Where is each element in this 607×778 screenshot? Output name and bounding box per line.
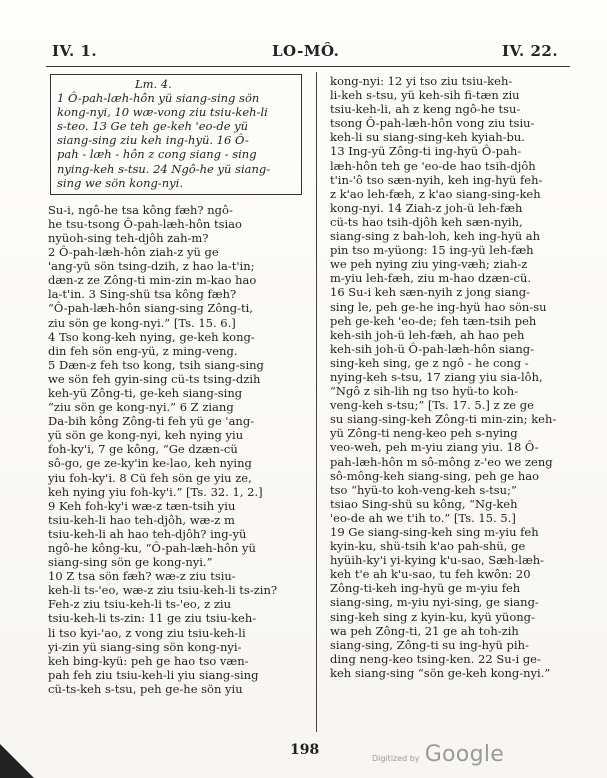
text-line: tso “hyü-to koh-veng-keh s-tsu;”: [330, 482, 517, 497]
text-line: 4 Tso kong-keh nying, ge-keh kong-: [48, 329, 255, 344]
summary-lines: [57, 91, 295, 190]
page-corner-fold: [0, 744, 34, 778]
left-text-block: [48, 203, 304, 696]
text-line: “ziu sön ge kong-nyi.” 6 Z ziang: [48, 400, 234, 415]
text-line: keh-li su siang-sing-keh kyiah-bu.: [330, 130, 525, 145]
text-line: keh nying yiu foh-ky'i.” [Ts. 32. 1, 2.]: [48, 484, 263, 499]
text-line: yü sön ge kong-nyi, keh nying yiu: [48, 428, 244, 443]
text-line: siang-sing, Zông-ti su ing-hyü pih-: [330, 637, 529, 652]
text-line: we sön feh gyin-sing cü-ts tsing-dzih: [48, 371, 261, 386]
text-line: 19 Ge siang-sing-keh sing m-yiu feh: [330, 525, 539, 539]
text-line: keh t'e ah k'u-sao, tu feh kwôn: 20: [330, 567, 531, 582]
text-line: tsiao Sing-shü su kông, “Ng-keh: [330, 496, 518, 511]
text-line: cü-ts hao tsih-djôh keh sæn-nyih,: [330, 214, 523, 229]
text-line: t'in-'ô tso sæn-nyih, keh ing-hyü feh-: [330, 172, 543, 187]
text-line: he tsu-tsong Ô-pah-læh-hôn tsiao: [48, 216, 242, 231]
right-column: [330, 74, 582, 680]
text-line: kong-nyi: 12 yi tso ziu tsiu-keh-: [330, 74, 513, 88]
text-line: keh siang-sing “sön ge-keh kong-nyi.”: [330, 665, 551, 680]
text-line: nying-keh s-tsu. 24 Ngô-he yü siang-: [57, 161, 271, 176]
text-line: veng-keh s-tsu;” [Ts. 17. 5.] z ze ge: [330, 398, 534, 413]
text-line: tsong Ô-pah-læh-hôn vong ziu tsiu-: [330, 116, 535, 131]
text-line: “Ngô z sih-lih ng tso hyü-to koh-: [330, 384, 518, 399]
text-line: su siang-sing-keh Zông-ti min-zin; keh-: [330, 412, 557, 427]
text-line: 9 Keh foh-ky'i wæ-z tæn-tsih yiu: [48, 498, 236, 513]
google-logo: Google: [424, 742, 505, 767]
text-line: li-keh s-tsu, yü keh-sih fi-tæn ziu: [330, 88, 520, 103]
text-line: sô-go, ge ze-ky'in ke-lao, keh nying: [48, 456, 252, 471]
text-line: 5 Dæn-z feh tso kong, tsih siang-sing: [48, 357, 264, 372]
text-line: Su-i, ngô-he tsa kông fæh? ngô-: [48, 202, 233, 217]
text-line: keh bing-kyü: peh ge hao tso væn-: [48, 653, 249, 668]
text-line: keh-sih joh-ü leh-fæh, ah hao peh: [330, 327, 525, 342]
text-line: ding neng-keo tsing-ken. 22 Su-i ge-: [330, 651, 541, 666]
text-line: 2 Ô-pah-læh-hôn ziah-z yü ge: [48, 245, 219, 260]
text-line: m-yiu leh-fæh, ziu m-hao dzæn-cü.: [330, 271, 532, 286]
text-line: Da-bih kông Zông-ti feh yü ge 'ang-: [48, 414, 255, 429]
header-chapter-right: IV. 22.: [502, 42, 559, 60]
text-line: cü-ts-keh s-tsu, peh ge-he sön yiu: [48, 681, 243, 696]
text-line: yi-zin yü siang-sing sön kong-nyi-: [48, 639, 242, 654]
text-line: pah feh ziu tsiu-keh-li yiu siang-sing: [48, 667, 259, 682]
text-line: din feh sön eng-yü, z ming-veng.: [48, 343, 238, 358]
text-line: sing le, peh ge-he ing-hyü hao sön-su: [330, 299, 547, 314]
text-line: siang-sing sön ge kong-nyi.”: [48, 555, 213, 570]
text-line: kong-nyi. 14 Ziah-z joh-ü leh-fæh: [330, 200, 523, 215]
text-line: yü Zông-ti neng-keo peh s-nying: [330, 426, 518, 441]
text-line: foh-ky'i, 7 ge kông, “Ge dzæn-cü: [48, 442, 238, 457]
text-line: keh-yü Zông-ti, ge-keh siang-sing: [48, 385, 243, 400]
text-line: nyüoh-sing teh-djôh zah-m?: [48, 230, 209, 245]
page-number: 198: [290, 742, 320, 758]
text-line: li tso kyi-'ao, z vong ziu tsiu-keh-li: [48, 625, 246, 640]
text-line: læh-hôn teh ge 'eo-de hao tsih-djôh: [330, 158, 536, 173]
summary-box: [50, 74, 302, 195]
text-line: dæn-z ze Zông-ti min-zin m-kao hao: [48, 273, 257, 288]
text-line: 'ang-yü sön tsing-dzih, z hao la-t'in;: [48, 259, 255, 274]
header-chapter-left: IV. 1.: [52, 42, 98, 60]
text-line: Zông-ti-keh ing-hyü ge m-yiu feh: [330, 581, 521, 596]
left-column: [48, 74, 304, 696]
digitized-watermark: [372, 742, 504, 767]
header-title: LO-MÔ.: [272, 42, 340, 60]
text-line: 10 Z tsa sön fæh? wæ-z ziu tsiu-: [48, 569, 236, 584]
header-rule: [46, 66, 570, 67]
text-line: keh-li ts-'eo, wæ-z ziu tsiu-keh-li ts-zin?: [48, 583, 278, 598]
text-line: z k'ao leh-fæh, z k'ao siang-sing-keh: [330, 186, 541, 201]
text-line: hyüih-ky'i yi-kying k'u-sao, Sæh-læh-: [330, 553, 545, 568]
text-line: pah - læh - hôn z cong siang - sing: [57, 147, 257, 162]
text-line: sing-keh sing, ge z ngô - he cong -: [330, 355, 529, 370]
text-line: kong-nyi, 10 wæ-vong ziu tsiu-keh-li: [57, 105, 268, 120]
text-line: 16 Su-i keh sæn-nyih z jong siang-: [330, 285, 530, 300]
text-line: s-teo. 13 Ge teh ge-keh 'eo-de yü: [57, 119, 249, 134]
text-line: tsiu-keh-li hao teh-djôh, wæ-z m: [48, 512, 235, 527]
text-line: veo-weh, peh m-yiu ziang yiu. 18 Ô-: [330, 440, 539, 455]
text-line: 13 Ing-yü Zông-ti ing-hyü Ô-pah-: [330, 144, 522, 159]
column-divider: [316, 72, 317, 732]
text-line: ziu sön ge kong-nyi.” [Ts. 15. 6.]: [48, 315, 236, 330]
text-line: siang-sing, m-yiu nyi-sing, ge siang-: [330, 595, 539, 610]
text-line: kyin-ku, shü-tsih k'ao pah-shü, ge: [330, 539, 526, 554]
text-line: we peh nying ziu ying-væh; ziah-z: [330, 257, 528, 272]
text-line: yiu foh-ky'i. 8 Cü feh sön ge yiu ze,: [48, 470, 252, 485]
text-line: 1 Ô-pah-læh-hôn yü siang-sing sön: [57, 91, 260, 106]
text-line: tsiu-keh-li, ah z keng ngô-he tsu-: [330, 102, 521, 117]
text-line: 'eo-de ah we t'ih to.” [Ts. 15. 5.]: [330, 510, 516, 525]
text-line: sô-mông-keh siang-sing, peh ge hao: [330, 468, 540, 483]
summary-ref: Lm. 4.: [135, 77, 172, 91]
text-line: wa peh Zông-ti, 21 ge ah toh-zih: [330, 623, 519, 638]
text-line: ngô-he kông-ku, “Ô-pah-læh-hôn yü: [48, 541, 256, 555]
text-line: Feh-z ziu tsiu-keh-li ts-'eo, z ziu: [48, 597, 232, 612]
text-line: peh ge-keh 'eo-de; feh tæn-tsih peh: [330, 313, 537, 328]
right-text-block: [330, 74, 582, 680]
text-line: keh-sih joh-ü Ô-pah-læh-hôn siang-: [330, 341, 535, 356]
digitized-label: Digitized by: [372, 754, 420, 763]
text-line: nying-keh s-tsu, 17 ziang yiu sia-lôh,: [330, 369, 543, 384]
text-line: sing we sön kong-nyi.: [57, 175, 183, 190]
text-line: tsiu-keh-li ts-zin: 11 ge ziu tsiu-keh-: [48, 611, 257, 626]
text-line: siang-sing z bah-loh, keh ing-hyü ah: [330, 229, 541, 244]
text-line: pah-læh-hôn m sô-mông z-'eo we zeng: [330, 454, 553, 469]
text-line: tsiu-keh-li ah hao teh-djôh? ing-yü: [48, 526, 247, 541]
text-line: sing-keh sing z kyin-ku, kyü yüong-: [330, 609, 535, 624]
text-line: la-t'in. 3 Sing-shü tsa kông fæh?: [48, 287, 237, 302]
text-line: siang-sing ziu keh ing-hyü. 16 Ô-: [57, 133, 249, 148]
text-line: pin tso m-yüong: 15 ing-yü leh-fæh: [330, 243, 534, 258]
text-line: “Ô-pah-læh-hôn siang-sing Zông-ti,: [48, 301, 253, 316]
